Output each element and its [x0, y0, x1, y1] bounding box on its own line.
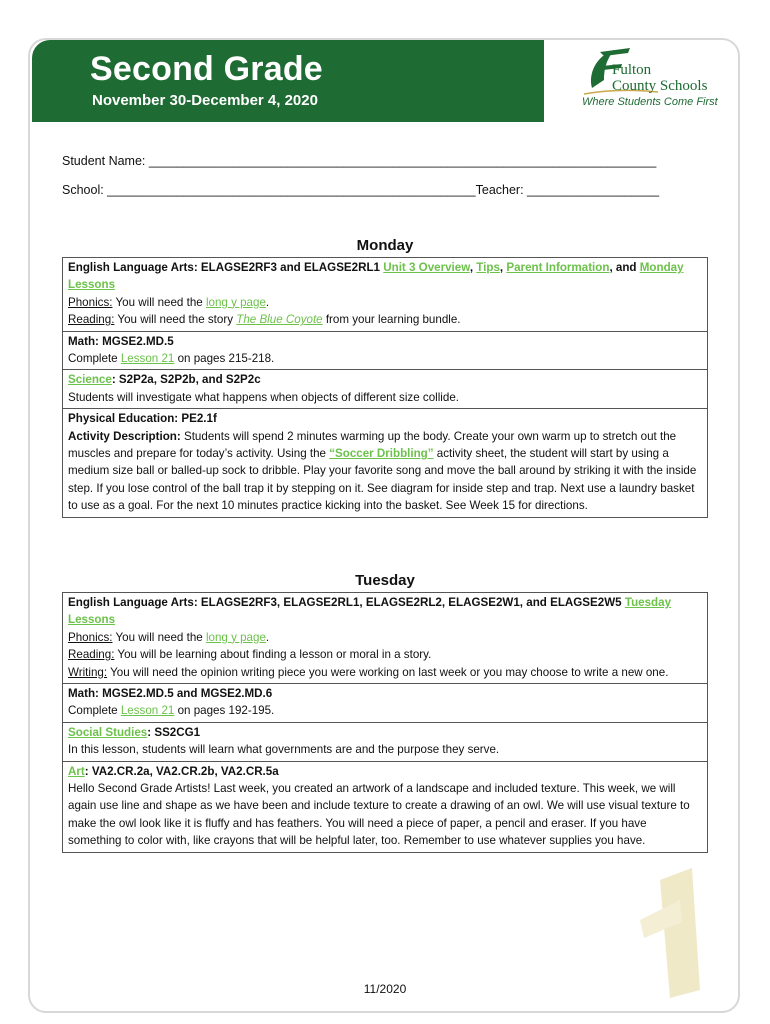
- reading-label: Reading:: [68, 313, 115, 327]
- tips-link[interactable]: Tips: [476, 261, 500, 274]
- student-name-field[interactable]: Student Name: _________________________________________________________________________: [62, 154, 657, 168]
- phonics-label: Phonics:: [68, 630, 113, 644]
- monday-pe-row: [63, 409, 708, 517]
- separator: ,: [469, 261, 474, 274]
- logo-tagline: Where Students Come First: [582, 96, 718, 108]
- math-label: Math: MGSE2.MD.5 and MGSE2.MD.6: [68, 687, 273, 701]
- social-label: : SS2CG1: [147, 725, 201, 739]
- soccer-dribbling-link[interactable]: “Soccer Dribbling”: [329, 447, 434, 461]
- page-title: Second Grade: [90, 50, 323, 88]
- phonics-text: You will need the: [112, 295, 206, 309]
- reading-text: You will be learning about finding a lesson or moral in a story.: [114, 648, 432, 662]
- pe-label: Physical Education: PE2.1f: [68, 412, 217, 426]
- tuesday-lessons-link[interactable]: Tuesday Lessons: [68, 596, 672, 627]
- long-y-page-link[interactable]: long y page: [205, 630, 266, 644]
- phonics-text: You will need the: [112, 630, 206, 644]
- activity-description-label: Activity Description:: [68, 429, 181, 443]
- monday-heading: Monday: [356, 237, 414, 254]
- tuesday-art-row: [63, 761, 708, 852]
- phonics-end: .: [265, 295, 270, 309]
- blue-coyote-link[interactable]: The Blue Coyote: [236, 313, 323, 327]
- writing-label: Writing:: [68, 665, 108, 679]
- reading-text: You will need the story: [114, 313, 237, 327]
- math-label: Math: MGSE2.MD.5: [68, 334, 174, 348]
- art-label: : VA2.CR.2a, VA2.CR.2b, VA2.CR.5a: [84, 764, 279, 778]
- tuesday-ela-row: [63, 593, 708, 684]
- tuesday-social-row: [63, 722, 708, 761]
- writing-text: You will need the opinion writing piece you were working on last week or you may choose to write a new one.: [107, 665, 669, 679]
- tuesday-math-row: [63, 684, 708, 723]
- lesson-21-link[interactable]: Lesson 21: [120, 704, 175, 718]
- art-text: Hello Second Grade Artists! Last week, you created an artwork of a landscape and included texture. This week, we will again use line and shape as we have been and include texture to create a drawing of an owl. We will use visual texture to make the owl look like it is fluffy and has feathers. You will need a piece of paper, a pencil and eraser. If you have something to color with, like crayons that will be helpful later, too. Remember to use whatever supplies you have.: [68, 782, 690, 848]
- monday-ela-row: [63, 258, 708, 332]
- separator: , and: [609, 261, 637, 274]
- logo-line2: County Schools: [612, 78, 708, 94]
- science-link[interactable]: Science: [68, 373, 112, 387]
- art-link[interactable]: Art: [68, 764, 85, 778]
- pe-text-2: activity sheet, the student will start by using a medium size ball or balled-up sock to dribble. Play your favorite song and move the ball around by striking it with the inside step. If you lose control of the ball trap it by stepping on it. See diagram for inside step and trap. Next use a laundry basket to use as a goal. For the next 10 minutes practice kicking into the basket. See Week 15 for directions.: [68, 447, 697, 513]
- science-text: Students will investigate what happens when objects of different size collide.: [68, 390, 459, 404]
- parent-information-link[interactable]: Parent Information: [506, 261, 610, 274]
- monday-lessons-link[interactable]: Monday Lessons: [68, 261, 684, 292]
- tuesday-table: [62, 592, 708, 853]
- monday-math-row: [63, 331, 708, 370]
- separator: ,: [499, 261, 504, 274]
- monday-table: [62, 257, 708, 518]
- math-pages: on pages 215-218.: [174, 352, 275, 366]
- week-dates: November 30-December 4, 2020: [92, 92, 318, 109]
- pe-text-1: Students will spend 2 minutes warming up the body. Create your own warm up to stretch out the muscles and prepare for today’s activity. Using the: [68, 429, 677, 461]
- tuesday-heading: Tuesday: [355, 572, 415, 589]
- page-footer: 11/2020: [363, 982, 407, 996]
- ela-label: English Language Arts: ELAGSE2RF3, ELAGSE2RL1, ELAGSE2RL2, ELAGSE2W1, and ELAGSE2W5: [68, 596, 622, 609]
- long-y-page-link[interactable]: long y page: [205, 295, 266, 309]
- monday-science-row: [63, 370, 708, 409]
- social-studies-link[interactable]: Social Studies: [68, 725, 148, 739]
- students-first-watermark-icon: [630, 860, 730, 1000]
- math-pages: on pages 192-195.: [174, 704, 275, 718]
- logo-line1: Fulton: [612, 62, 652, 78]
- reading-label: Reading:: [68, 648, 115, 662]
- reading-end: from your learning bundle.: [322, 313, 461, 327]
- school-teacher-field[interactable]: School: _____________________________________________________Teacher: ___________________: [62, 183, 660, 197]
- phonics-label: Phonics:: [68, 295, 113, 309]
- unit-overview-link[interactable]: Unit 3 Overview: [383, 261, 470, 274]
- math-text: Complete: [68, 352, 121, 366]
- science-label: : S2P2a, S2P2b, and S2P2c: [111, 373, 261, 387]
- social-text: In this lesson, students will learn what governments are and the purpose they serve.: [68, 743, 500, 757]
- ela-label: English Language Arts: ELAGSE2RF3 and ELAGSE2RL1: [68, 261, 381, 274]
- logo-text: [612, 62, 707, 94]
- lesson-21-link[interactable]: Lesson 21: [120, 352, 175, 366]
- math-text: Complete: [68, 704, 121, 718]
- phonics-end: .: [265, 630, 270, 644]
